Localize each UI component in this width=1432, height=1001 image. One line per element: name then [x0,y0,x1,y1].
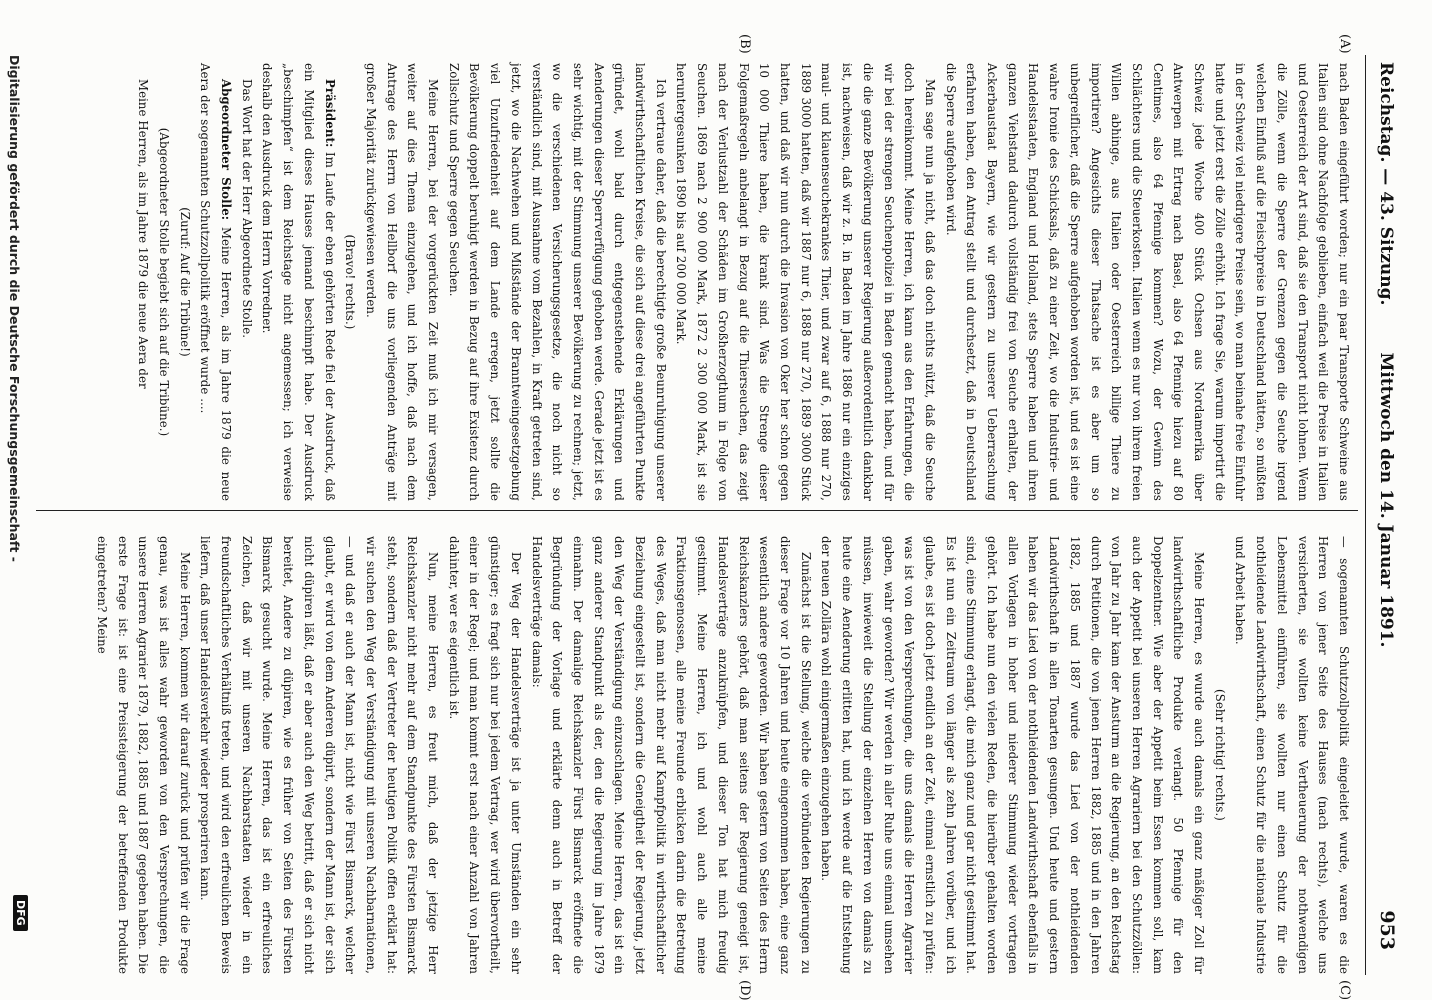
page-number: 953 [1376,910,1398,950]
right-paragraph [443,536,526,974]
header-date: Mittwoch den 14. Januar 1891. [1376,352,1396,648]
left-paragraph [940,63,1354,501]
header-session: Reichstag. — 43. Sitzung. [1376,62,1396,306]
left-text-column [133,63,1354,501]
left-paragraph [443,63,671,501]
left-paragraph [340,63,361,501]
paragraph-text: Meine Herren, es wurde auch damals ein ganz mäßiger Zoll für landwirthschaftliche Produkte verlangt. 50 Pfennige für den Doppelzentner. Wie aber der Appetit beim Essen kommen soll, kam auch der Appetit bei unseren Herren Agrariern bei den Schutzzöllen: von Jahr zu Jahr kam der Ansturm an die Regierung, an den Reichstag durch Petitionen, die von jenen Herren 1882, 1885 und in den Jahren 1882, 1885 und 1887 wurde das Lied von der nothleidenden Landwirthschaft in allen Tonarten gesungen. Und heute und gestern haben wir das Lied von der nothleidenden Landwirthschaft ebenfalls in allen Vorlagen in hoher und niederer Stimmung wieder vortragen gehört. Ich habe nun den vielen Reden, die hierüber gehalten worden sind, eine Stimmung erlangt, die mich ganz und gar nicht gestimmt hat. Es ist nun ein Zeitraum von länger als zehn Jahren vorüber, und ich glaube, es ist doch jetzt endlich an der Zeit, einmal ernstlich zu prüfen: was ist von den Versprechungen, die uns damals die Herren Agrarier gaben, wahr geworden? Wir werden in aller Ruhe uns einmal umsehen müssen, inwieweit die Stellung der einzelnen Herren von damals zu heute eine Aenderung erlitten hat, und ich werde auf die Entstehung der neuen Zollära wohl einigermaßen einzugehen haben. [819,536,1207,974]
paragraph-text: Meine Herren, als im Jahre 1879 die neue Aera der [136,79,151,389]
right-paragraph [91,536,195,974]
paragraph-text: Nun, meine Herren, es freut mich, daß der jetzige Herr Reichskanzler nicht mehr auf dem Standpunkte des Fürsten Bismarck steht, sondern daß der Vertreter der heutigen Politik offen erklärt hat: wir suchen den Weg der Verständigung mit unseren Nachbarnationen, — und daß er auch der Mann ist, nicht wie Fürst Bismarck, welcher glaubt, er wird von dem Anderen düpirt, sondern der Mann ist, der sich nicht düpiren läßt, daß er aber auch den Weg betritt, daß er sich nicht bereitet, Andere zu düpiren, wie es früher von Seiten des Fürsten Bismarck gesucht wurde. Meine Herren, das ist ein erfreuliches Zeichen, daß wir mit unseren Nachbarstaaten wieder in ein freundschaftliches Verhältniß treten, und wird den erfreulichen Beweis liefern, daß unser Handelsverkehr wieder prosperiren kann. [198,536,441,974]
paragraph-text: Meine Herren, kommen wir darauf zurück und prüfen wir die Frage genau, was ist alles wahr geworden von den Versprechungen, die unsere Herren Agrarier 1879, 1882, 1885 und 1887 gegeben haben. Die erste Frage ist: ist eine Preissteigerung der betreffenden Produkte eingetreten? Meine [94,536,192,974]
paragraph-text: Zunächst ist die Stellung, welche die verbündeten Regierungen zu dieser Frage vor 10 Jahren und heute eingenommen haben, eine ganz wesentlich andere geworden. Wir haben gestern von Seiten des Herrn Reichskanzlers gehört, daß man seitens der Regierung geneigt ist, Handelsverträge anzuknüpfen, und dieser Ton hat mich freudig gestimmt. Meine Herren, ich und wohl auch alle meine Fraktionsgenossen, alle meine Freunde erblicken darin die Betretung des Weges, daß man nicht mehr auf Kampfpolitik in wirthschaftlicher Beziehung eingestellt ist, sondern die Geneigtheit der Regierung, jetzt den Weg der Verständigung einzuschlagen. Meine Herren, das ist ein ganz anderer Standpunkt als der, den die Regierung im Jahre 1879 einnahm. Der damalige Reichskanzler Fürst Bismarck eröffnete die Begründung der Vorlage und erklärte denn auch in Betreff der Handelsverträge damals: [529,536,813,974]
paragraph-text: — sogenannten Schutzzollpolitik eingeleitet wurde, waren es die Herren von jener Seite des Hauses (nach rechts), welche uns versicherten, sie wollten keine Vertheuerung der nothwendigen Lebensmittel einführen, sie wollten nur einen Schutz für die nothleidende Landwirthschaft, einen Schutz für die nationale Industrie und Arbeit haben. [1233,536,1351,974]
paragraph-text: (Bravo! rechts.) [343,234,358,330]
right-paragraph [1209,536,1230,974]
margin-marker-d: (D) [737,980,752,1001]
left-paragraph [236,63,257,501]
left-paragraph [153,63,174,501]
right-paragraph [1230,536,1354,974]
paragraph-text: (Zuruf: Auf die Tribüne!) [177,207,192,357]
margin-marker-c: (C) [1337,980,1352,1001]
page-header [1370,40,1400,960]
margin-marker-b: (B) [737,34,752,54]
left-paragraph [257,63,340,501]
column-divider [36,510,1358,511]
paragraph-text: (Abgeordneter Stolle begiebt sich auf die Tribüne.) [156,127,171,437]
paragraph-text: Im Laufe der eben gehörten Rede fiel der Ausdruck, daß ein Mitglied dieses Hauses jemand beschimpft habe. Der Ausdruck „beschimpfen“ ist dem Reichstage nicht angemessen; ich verweise deshalb den Ausdruck dem Herrn Vorredner. [260,63,337,501]
speaker-name: Abgeordneter Stolle: [219,79,234,221]
paragraph-text: Der Weg der Handelsverträge ist ja unter Umständen ein sehr günstiger; es fragt sich nur bei jedem Vertrag, wer wird übervortheilt, einer in der Regel; und man kommt erst nach einer Anzahl von Jahren dahinter, wer es eigentlich ist. [446,536,523,974]
left-paragraph [174,63,195,501]
left-paragraph [671,63,940,501]
paragraph-text: Das Wort hat der Herr Abgeordnete Stolle. [239,79,254,339]
digitization-credit: Digitalisierung gefördert durch die Deutsche Forschungsgemeinschaft - [7,55,22,562]
paragraph-text: Man sage nun ja nicht, daß das doch nichts nützt, daß die Seuche doch hereinkommt. Meine Herren, ich kann aus den Erfahrungen, die wir bei der strengen Seuchenpolizei in Baden gemacht haben, und für die die ganze Bevölkerung unserer Regierung außerordentlich dankbar ist, nachweisen, daß wir z. B. in Baden im Jahre 1886 nur ein einziges maul- und klauenseuchekrankes Thier, und zwar auf 6, 1888 nur 270, 1889 3000 hatten, daß wir 1887 nur 6, 1888 nur 270, 1889 3000 Stück hatten, und daß wir nun durch die Invasion von Oker her schon gegen 10 000 Thiere haben, die krank sind. Was die Strenge dieser Folgemaßregeln anbelangt in Bezug auf die Thierseuchen, das zeigt nach der Verlustzahl der Schäden im Großherzogthum in Folge von Seuchen. 1869 nach 2 900 000 Mark, 1872 2 300 000 Mark, ist sie heruntergesunken 1890 bis auf 200 000 Mark. [674,63,937,501]
dfg-logo: DFG [13,895,28,931]
paragraph-text: (Sehr richtig! rechts.) [1212,689,1227,821]
margin-marker-a: (A) [1337,34,1352,54]
right-text-column [91,536,1354,974]
left-paragraph [195,63,236,501]
right-paragraph [526,536,816,974]
left-paragraph [133,63,154,501]
speaker-name: Präsident: [322,79,337,148]
paragraph-text: Ich vertraue daher, daß die berechtigte große Beunruhigung unserer landwirthschaftlichen Kreise, die sich auf diese drei angeführten Punkte gründet, wohl bald durch entgegenstehende Erklärungen und Aenderungen dieser Sperrverfügung gehoben werde. Gerade jetzt ist es sehr wichtig, mit der Stimmung unserer Bevölkerung zu rechnen; jetzt, wo die verschiedenen Versicherungsgesetze, die noch nicht so verständlich sind, mit Ausnahme vom Bezahlen, in Kraft getreten sind, jetzt, wo die Nachwehen und Mißstände der Branntweingesetzgebung viel Unzufriedenheit auf dem Lande erregen, jetzt sollte die Bevölkerung doppelt beruhigt werden in Bezug auf ihre Existenz durch Zollschutz und Sperre gegen Seuchen. [446,63,668,501]
left-paragraph [360,63,443,501]
header-rule [1365,55,1366,975]
paragraph-text: Meine Herren, bei der vorgerückten Zeit muß ich mir versagen, weiter auf dies Thema einzugehen, und ich hoffe, daß nach dem Antrage des Herrn von Hellborf die uns vorliegenden Anträge mit großer Majorität zurückgewiesen werden. [363,63,441,501]
right-paragraph [195,536,443,974]
right-paragraph [816,536,1209,974]
paragraph-text: Meine Herren, als im Jahre 1879 die neue Aera der sogenannten Schutzzollpolitik eröffnet wurde .... [198,63,234,501]
paragraph-text: nach Baden eingeführt worden; nur ein paar Transporte Schweine aus Italien sind ohne Nachfolge geblieben, einfach weil die Preise in Italien und Oesterreich der Art sind, daß sie den Transport nicht lohnen. Wenn die Zölle, wenn die Sperre der Grenzen gegen die Seuche irgend welchen Einfluß auf die Fleischpreise in Deutschland hätten, so müßten in der Schweiz viel niedrigere Preise sein, wo man beinahe freie Einfuhr hatte und jetzt erst die Zölle erhöht. Ich frage Sie, warum importirt die Schweiz jede Woche 400 Stück Ochsen aus Nordamerika über Antwerpen mit Ertrag nach Basel, also 64 Pfennige hiezu auf 80 Centimes, also 64 Pfennige kommen? Wozu, der Gewinn des Schlächters und die Steuerkosten. Italien wenn es nur von ihrem freien Willen abhinge, aus Italien oder Oesterreich billige Thiere zu importiren? Angesichts dieser Thatsache ist es aber um so unbegreiflicher, daß die Sperre aufgehoben worden ist, und es ist eine wahre Ironie des Schicksals, daß zu einer Zeit, wo die Industrie- und Handelsstaaten, England und Holland, stets Sperre haben und ihren ganzen Viehstand dadurch vollständig frei von Seuche erhalten, der Ackerbaustaat Bayern, wie wir gestern zu unserer Ueberraschung erfahren haben, den Antrag stellt und durchsetzt, daß in Deutschland die Sperre aufgehoben wird. [943,63,1351,501]
